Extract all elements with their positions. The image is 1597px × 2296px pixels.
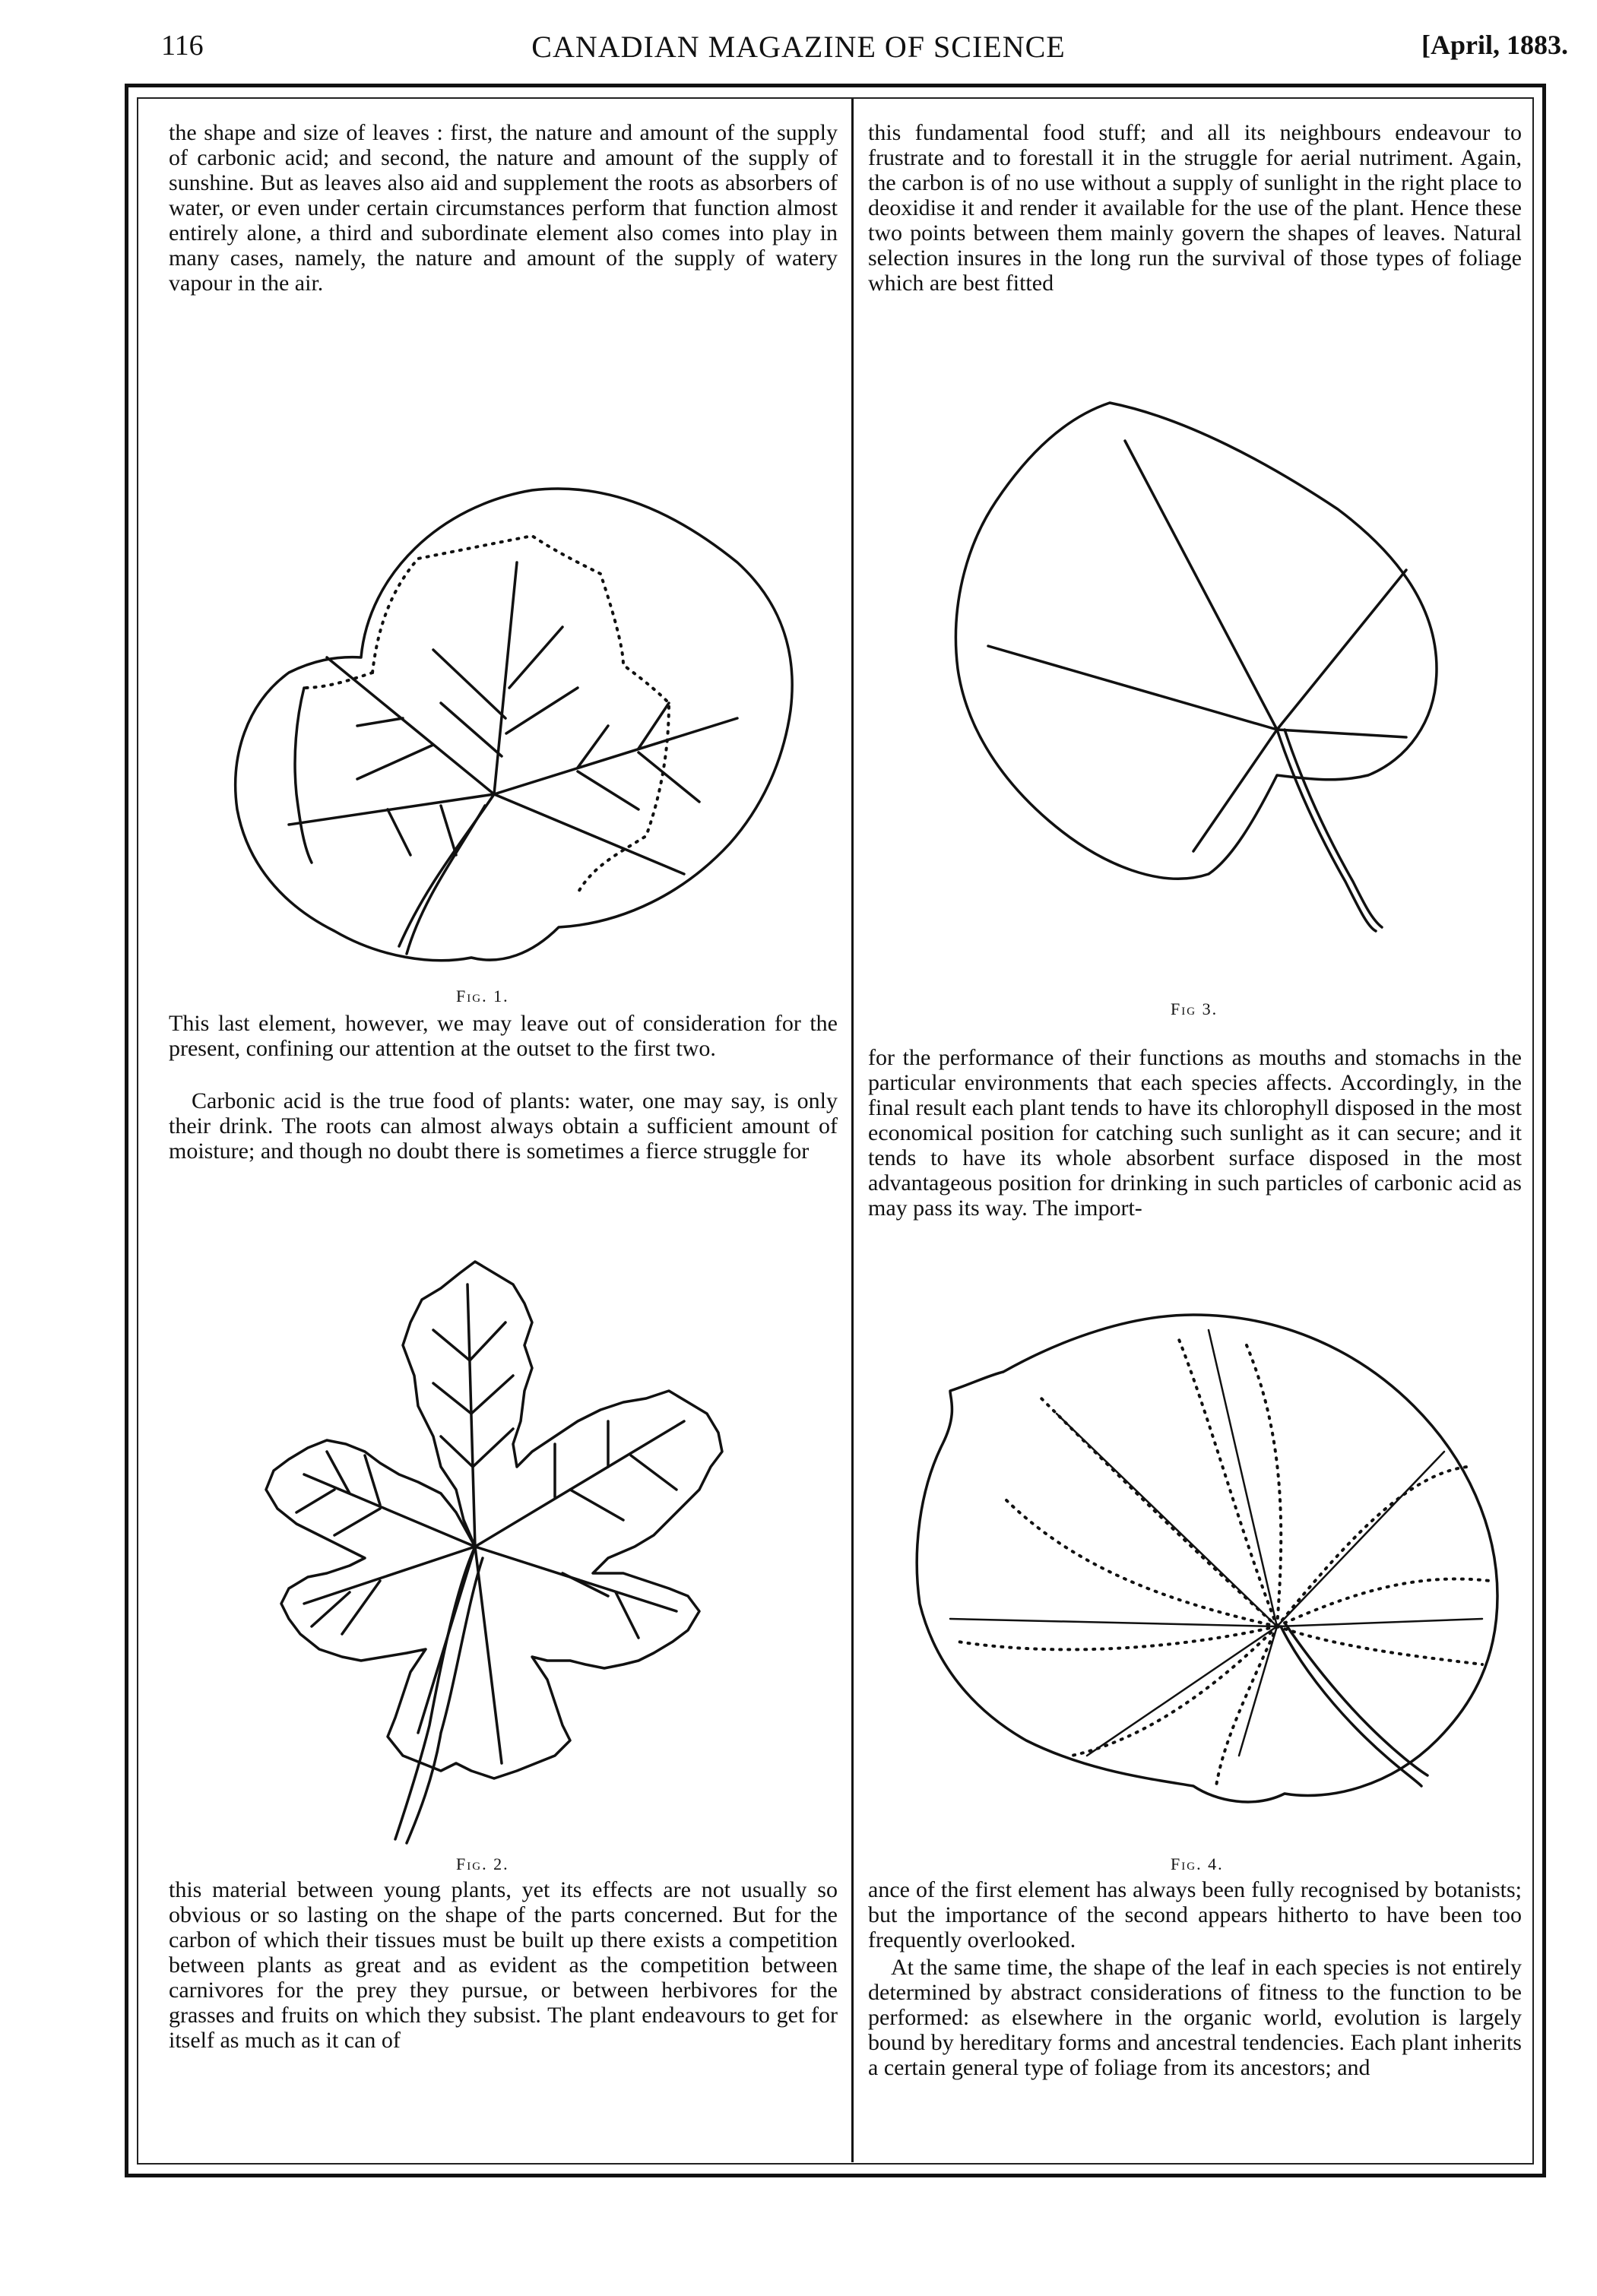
column-divider: [851, 99, 854, 2162]
right-paragraph-3: ance of the first element has always been fully recognised by botanists; but the importance of the second appears hitherto to have been too frequently overlooked.: [868, 1877, 1522, 1952]
running-title: CANADIAN MAGAZINE OF SCIENCE: [531, 30, 1066, 64]
left-paragraph-3: Carbonic acid is the true food of plants: water, one may say, is only their drink. The roots can almost always obtain a sufficient amount of moisture; and though no doubt there is sometimes a fierce struggle for: [169, 1088, 838, 1164]
fig-2-caption: Fig. 2.: [456, 1854, 509, 1873]
right-paragraph-2: for the performance of their functions as mouths and stomachs in the particular environments that each species affects. Accordingly, in the final result each plant tends to have its chlorophyll disposed in the most economical position for catching such sunlight as it can secure; and it tends to have its whole absorbent surface disposed in the most advantageous position for drinking in such particles of carbonic acid as may pass its way. The import-: [868, 1045, 1522, 1221]
left-paragraph-1: the shape and size of leaves : first, the nature and amount of the supply of carbonic acid; and second, the nature and amount of the supply of sunshine. But as leaves also aid and supplement the roots as absorbers of water, or even under certain circumstances perform that function almost entirely alone, a third and subordinate element also comes into play in many cases, namely, the nature and amount of the supply of watery vapour in the air.: [169, 120, 838, 296]
fig-4-caption: Fig. 4.: [1171, 1854, 1224, 1873]
left-paragraph-2: This last element, however, we may leave out of consideration for the present, confining our attention at the outset to the first two.: [169, 1011, 838, 1061]
maple-leaf-icon: [213, 1239, 813, 1847]
lobed-leaf-icon: [213, 399, 806, 984]
right-paragraph-4: At the same time, the shape of the leaf in each species is not entirely determined by abstract considerations of fitness to the function to be performed: as elsewhere in the organic world, evolution is largely bound by hereditary forms and ancestral tendencies. Each plant inherits a certain general type of foliage from its ancestors; and: [868, 1955, 1522, 2080]
fig-3-caption: Fig 3.: [1171, 999, 1218, 1018]
left-paragraph-4: this material between young plants, yet its effects are not usually so obvious or so lasting on the shape of the parts concerned. But for the carbon of which their tissues must be built up there exists a competition between plants as great and as evident as the competition between carnivores for the prey they pursue, or between herbivores for the grasses and fruits on which they subsist. The plant endeavours to get for itself as much as it can of: [169, 1877, 838, 2053]
page-number: 116: [161, 30, 204, 62]
fig-1-caption: Fig. 1.: [456, 986, 509, 1005]
heart-leaf-icon: [912, 395, 1490, 1003]
running-header: [0, 29, 1597, 74]
issue-date: [April, 1883.: [1421, 30, 1568, 60]
dotted-vein-leaf-icon: [889, 1300, 1528, 1862]
right-paragraph-1: this fundamental food stuff; and all its neighbours endeavour to frustrate and to forestall it in the struggle for aerial nutriment. Again, the carbon is of no use without a supply of sunlight in the right place to deoxidise it and render it available for the use of the plant. Hence these two points between them mainly govern the shapes of leaves. Natural selection insures in the long run the survival of those types of foliage which are best fitted: [868, 120, 1522, 296]
